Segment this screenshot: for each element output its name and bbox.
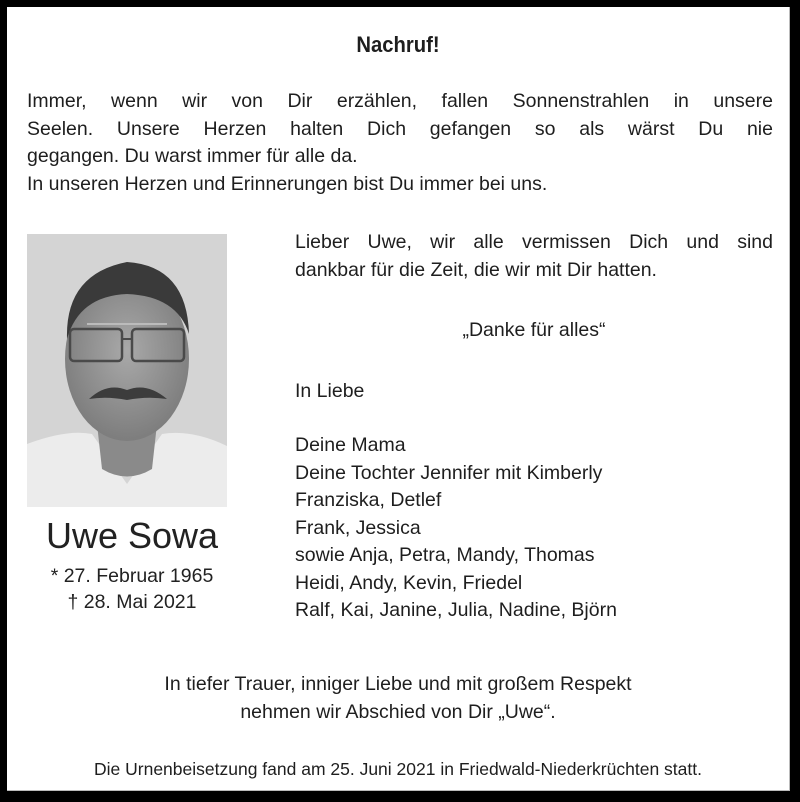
signer: Deine Mama — [295, 434, 406, 456]
obituary-title: Nachruf! — [356, 32, 440, 57]
signer: Frank, Jessica — [295, 516, 421, 539]
closing-line: nehmen wir Abschied von Dir „Uwe“. — [240, 700, 556, 723]
intro-line: Immer, wenn wir von Dir erzählen, fallen Sonnenstrahlen in unsere — [27, 90, 773, 112]
death-date: † 28. Mai 2021 — [67, 591, 197, 613]
closing-statement — [7, 671, 789, 726]
message-column — [295, 229, 773, 625]
burial-notice: Die Urnenbeisetzung fand am 25. Juni 2021 in Friedwald-Niederkrüchten statt. — [94, 759, 702, 779]
personal-message — [295, 229, 773, 284]
quote: „Danke für alles“ — [462, 319, 606, 341]
message-line: dankbar für die Zeit, die wir mit Dir hatten. — [295, 258, 657, 281]
portrait-photo — [27, 234, 227, 507]
signer: sowie Anja, Petra, Mandy, Thomas — [295, 544, 595, 566]
life-dates — [7, 563, 257, 615]
intro-line: gegangen. Du warst immer für alle da. — [27, 145, 358, 167]
portrait-icon — [27, 234, 227, 507]
closing-line: In tiefer Trauer, inniger Liebe und mit großem Respekt — [164, 673, 632, 695]
intro-line: Seelen. Unsere Herzen halten Dich gefangen so als wärst Du nie — [27, 117, 773, 140]
obituary-panel — [7, 7, 790, 791]
intro-line: In unseren Herzen und Erinnerungen bist Du immer bei uns. — [27, 172, 548, 195]
signer: Ralf, Kai, Janine, Julia, Nadine, Björn — [295, 599, 617, 621]
signer: Franziska, Detlef — [295, 489, 442, 511]
signer: Deine Tochter Jennifer mit Kimberly — [295, 461, 603, 484]
deceased-name: Uwe Sowa — [45, 515, 219, 556]
message-line: Lieber Uwe, wir alle vermissen Dich und sind — [295, 231, 773, 253]
birth-date: * 27. Februar 1965 — [50, 565, 214, 587]
signers-list — [295, 432, 773, 625]
in-love-label: In Liebe — [295, 379, 365, 402]
signer: Heidi, Andy, Kevin, Friedel — [295, 571, 523, 594]
intro-paragraph — [27, 88, 773, 198]
